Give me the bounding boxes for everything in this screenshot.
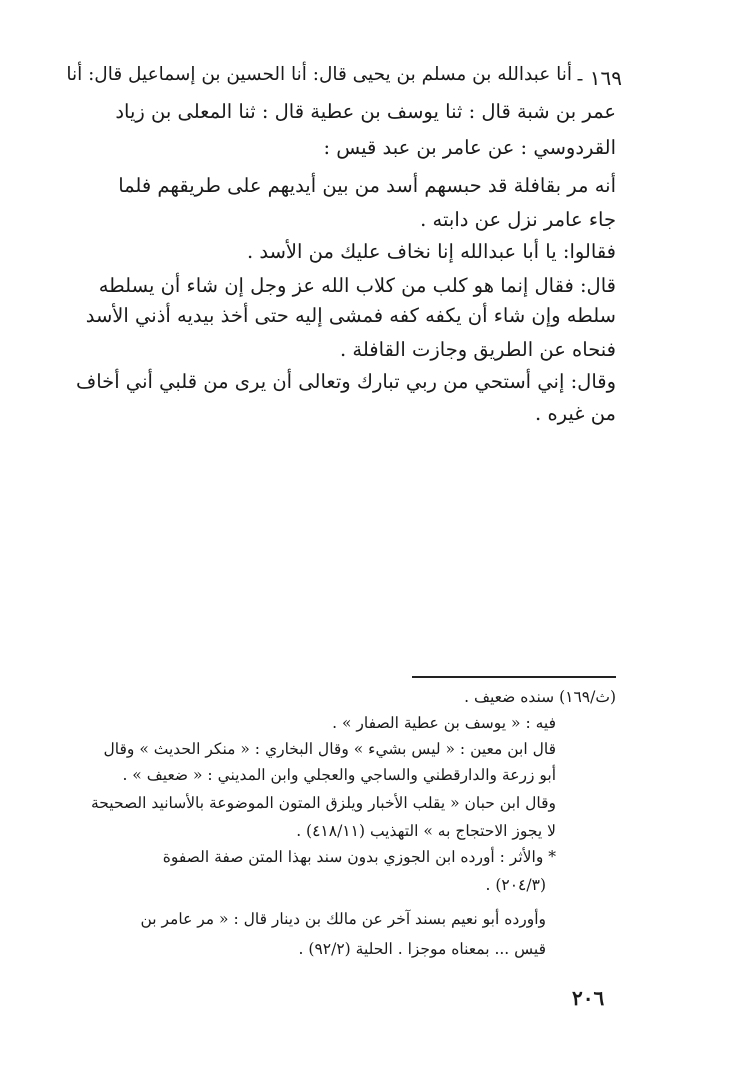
footnote-line: وأورده أبو نعيم بسند آخر عن مالك بن دينار قال : « مر عامر بن: [140, 910, 546, 928]
footnote-line: قيس ... بمعناه موجزا . الحلية (٩٢/٢) .: [298, 940, 546, 958]
footnote-line: * والأثر : أورده ابن الجوزي بدون سند بهذا المتن صفة الصفوة: [162, 848, 556, 866]
page-number: ٢٠٦: [572, 986, 605, 1010]
footnote-line: وقال ابن حبان « يقلب الأخبار ويلزق المتون الموضوعة بالأسانيد الصحيحة: [90, 794, 556, 812]
hadith-line: القردوسي : عن عامر بن عبد قيس :: [323, 136, 616, 159]
hadith-line: فقالوا: يا أبا عبدالله إنا نخاف عليك من الأسد .: [246, 240, 616, 263]
footnote-separator: [412, 676, 616, 678]
hadith-line: أنه مر بقافلة قد حبسهم أسد من بين أيديهم على طريقهم فلما: [118, 174, 616, 197]
hadith-line: قال: فقال إنما هو كلب من كلاب الله عز وجل إن شاء أن يسلطه: [98, 274, 616, 297]
hadith-line: وقال: إني أستحي من ربي تبارك وتعالى أن يرى من قلبي أني أخاف: [75, 370, 616, 393]
footnote-line: (٢٠٤/٣) .: [485, 876, 546, 894]
hadith-line: عمر بن شبة قال : ثنا يوسف بن عطية قال : ثنا المعلى بن زياد: [115, 100, 616, 123]
hadith-line: جاء عامر نزل عن دابته .: [420, 208, 616, 231]
footnote-line: لا يجوز الاحتجاج به » التهذيب (٤١٨/١١) .: [296, 822, 556, 840]
footnote-line: قال ابن معين : « ليس بشيء » وقال البخاري : « منكر الحديث » وقال: [103, 740, 556, 758]
footnote-line: (ث/١٦٩) سنده ضعيف .: [464, 688, 616, 706]
hadith-number: ١٦٩ -: [576, 66, 622, 90]
footnote-line: أبو زرعة والدارقطني والساجي والعجلي وابن المديني : « ضعيف » .: [122, 766, 556, 784]
hadith-line: سلطه وإن شاء أن يكفه كفه فمشى إليه حتى أخذ بيديه أذني الأسد: [85, 304, 616, 327]
footnote-line: فيه : « يوسف بن عطية الصفار » .: [332, 714, 556, 732]
hadith-line: فنحاه عن الطريق وجازت القافلة .: [339, 338, 616, 361]
hadith-line: من غيره .: [535, 402, 616, 425]
hadith-line: أنا عبدالله بن مسلم بن يحيى قال: أنا الحسين بن إسماعيل قال: أنا: [66, 64, 572, 85]
